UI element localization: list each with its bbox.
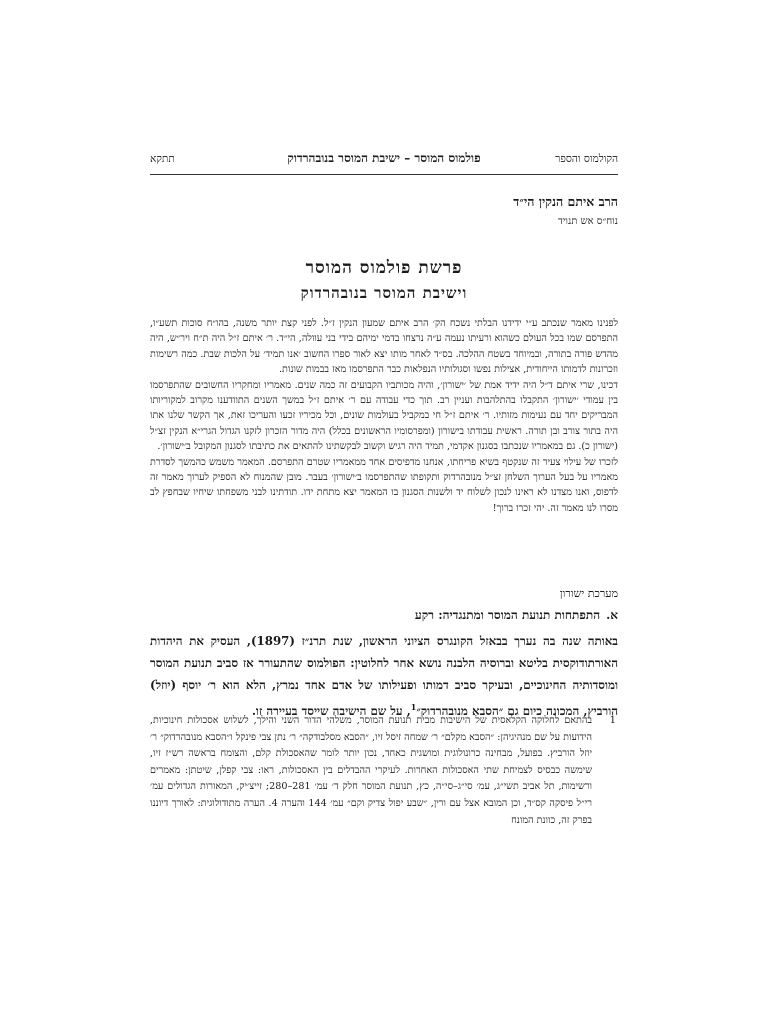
article-title: פרשת פולמוס המוסר bbox=[305, 258, 463, 278]
footnote-text: בהתאם לחלוקה הקלאסית של הישיבות מבית תנועת המוסר, משלהי הדור השני והילך, לשלוש אסכולות חינוכיות, הידועות על שם מנהיגיהן: ״הסבא מקלם״ ר׳ שמחה זיסל זיו, ״הסבא מסלבודקה״ ר׳ נתן צבי פינקל ו״הסבא מנובהרדוק״ ר׳ יוזל הורביץ. בפועל, מבחינה כרונולוגית ומושגית כאחד, נכון יותר לומר שהאסכולת קלם, והצומח בראשה רש״ז זיו, שימשה כבסיס לצמיחת שתי האסכולות האחרות. לעיקרי ההבדלים בין האסכולות, ראו: צבי קפלן, שיטתן: מאמרים ורשימות, תל אביב תשי״ג, עמ׳ סי״ג–סי״ה, כץ, תנועת המוסר חלק ד׳ עמ׳ 281–280; זייצ׳יק, המאורות הגדולים עמ׳ רי״ל פיסקה קס״ד, וכן המובא אצל עם ורין, ״שבע יפול צדיק וקם״ עמ׳ 144 והערה 4. הערה מתודולוגית: לאורך דיוננו בפרק זה, כוונת המונח bbox=[150, 715, 593, 826]
body-paragraph bbox=[150, 630, 618, 722]
intro-paragraph: לפנינו מאמר שנכתב ע״י ידידנו הבלתי נשכח הק׳ הרב איתם שמעון הנקין ז״ל. לפני קצת יותר משנה, בהו״ח סוכות תשע״ו, התפרסם שמו בכל העולם כשהוא ורעיתו נעמה ע״ה נרצחו בדמי ימיהם בידי בני עוולה, הי״ד. ר׳ איתם ז״ל היה ת״ח ויר״ש, היה מהדש פורה בתורה, ובמיוחד בשטח ההלכה. בס״ד לאחר מותו יצא לאור ספרו החשוב ׳אנו תמיד׳ על הלכות שבת. כמה רשימות וזכרונות לדמותו הייחודית, אצילות נפשו וסגולותיו הנפלאות כבר התפרסמו מאז בבמות שונות. bbox=[150, 318, 618, 376]
journal-name: הקולמוס והספר bbox=[555, 153, 618, 165]
editorial-intro bbox=[150, 316, 618, 516]
running-head bbox=[150, 152, 618, 168]
section-letter: א. bbox=[606, 608, 618, 622]
article-subtitle: וישיבת המוסר בנובהרדוק bbox=[300, 284, 468, 302]
header-rule bbox=[150, 174, 618, 175]
section-title: התפתחות תנועת המוסר ומתנגדיה: רקע bbox=[414, 608, 601, 622]
document-page bbox=[150, 0, 618, 1024]
page-number: תתקא bbox=[150, 153, 175, 165]
editorial-signature: מערכת ישורון bbox=[559, 587, 618, 600]
footnote-reference[interactable]: 1 bbox=[410, 702, 417, 712]
running-title: פולמוס המוסר – ישיבת המוסר בנובהרדוק bbox=[287, 151, 481, 165]
section-heading bbox=[415, 608, 618, 623]
footnote bbox=[150, 713, 618, 829]
intro-paragraph: דכינו, שרי איתם ד״ל היה ידיד אמת של ׳ישורון׳, והיה מכותביו הקבועים זה כמה שנים. מאמריו ומחקריו החשובים שהתפרסמו בין עמודי ׳ישורון׳ התקבלו בהתלהבות ועניין רב. תוך כדי עבודה עם ר׳ איתם ז״ל במשך השנים התוודענו מקרוב למקוריותו המבריקים יחד עם נעימות מזותיו. ר׳ איתם ז״ל חי במקביל בעולמות שונים, וכל מכיריו זכעו והעריכו זאת, אך הקשר שלנו אתו היה בתור צורב ובן תורה. ראשית עבודתו בישורון (ומפרסומיו הראשונים בכלל) היה מדור הזכרון לזקנו הגדול הגרי״א הנקין זצ״ל (ישורון כ). גם במאמריו שנכתבו בסגנון אקדמי, תמיד היה רגיש וקשוב לבקשתינו להתאים את כתיבתו לסגנון המקובל ב׳ישורון׳. bbox=[150, 379, 618, 453]
intro-paragraph: לזכרו של עילוי צעיר זה שנקטף בשיא פריחתו, אנחנו מדפיסים אחד ממאמריו שטרם התפרסם. המאמר משמש כהמשך לסדרת מאמריו על בעל הערוך השלחן זצ״ל מנובהרדוק ותקופתו שהתפרסמו ב׳ישורון׳ בעבר. מובן שהמנוח לא הספיק לערוך מאמר זה לדפוס, ואנו מצדנו לא ראינו לנכון לשלוח יד ולשנות הסגנון בו המאמר יצא מתחת ידו. תודתינו לבני משפחתו שיחיו שבחפץ לב מסרו לנו מאמר זה. יהי זכרו ברוך! bbox=[150, 456, 618, 514]
body-text-end: , על שם הישיבה שייסד בעיירה זו. bbox=[251, 703, 411, 718]
footnote-number: 1 bbox=[609, 715, 616, 726]
body-text: באותה שנה בה נערך בבאזל הקונגרס הציוני הראשון, שנת תרנ״ז (1897), העסיק את היהדות האורתודוקסית בליטא וברוסיה הלבנה נושא אחר לחלוטין: הפולמוס שהתעורר אז סביב תנועת המוסר ומוסדותיה החינוכיים, ובעיקר סביב דמותו ופעילותו של אדם אחד נמרץ, הלא הוא ר׳ יוסף (יוזל) הורביץ, המכונה כיום גם ״הסבא מנובהרדוק״ bbox=[150, 634, 618, 718]
author-affiliation: נוח״ס אש תנויד bbox=[558, 216, 618, 227]
author-name: הרב איתם הנקין הי״ד bbox=[513, 194, 618, 209]
